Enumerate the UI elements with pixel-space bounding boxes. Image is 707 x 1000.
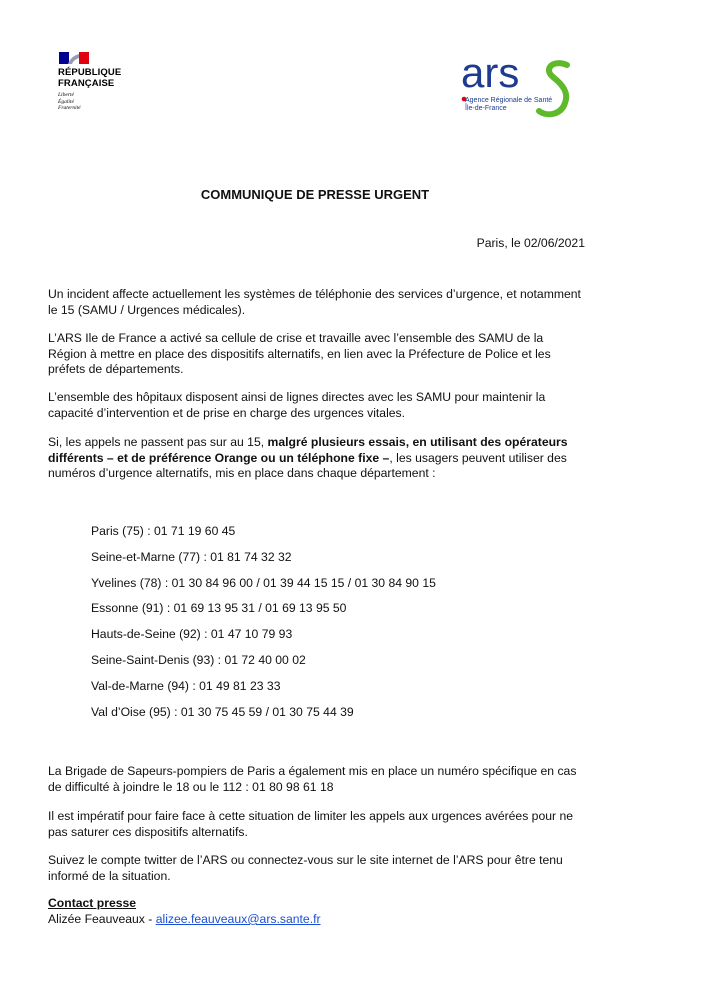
p4-end: , les usagers peuvent utiliser des numéros d’urgence alternatifs, mis en place dans chaque département :: [48, 450, 567, 481]
paragraph-alternative-numbers: [48, 435, 583, 482]
ars-subtitle-agency: Agence Régionale de Santé: [465, 97, 553, 104]
list-item: Val d’Oise (95) : 01 30 75 45 59 / 01 30 75 44 39: [91, 704, 354, 719]
rf-name-line2: FRANÇAISE: [58, 77, 115, 89]
list-item: Hauts-de-Seine (92) : 01 47 10 79 93: [91, 627, 293, 642]
paragraph-pompiers: La Brigade de Sapeurs-pompiers de Paris a également mis en place un numéro spécifique en cas de difficulté à joindre le 18 ou le 112 : 01 80 98 61 18: [48, 764, 577, 794]
marianne-flag-icon: [59, 52, 89, 64]
p4-bold: malgré plusieurs essais, en utilisant des opérateurs différents – et de préférence Orange ou un téléphone fixe –: [48, 435, 568, 465]
contact-email-link[interactable]: alizee.feauveaux@ars.sante.fr: [155, 912, 321, 926]
department-numbers-list: [91, 522, 436, 728]
paragraph-limit-calls: Il est impératif pour faire face à cette situation de limiter les appels aux urgences avérées pour ne pas saturer ces dispositifs alternatifs.: [48, 809, 574, 839]
list-item: Val-de-Marne (94) : 01 49 81 23 33: [91, 678, 281, 693]
republique-francaise-logo: [58, 52, 148, 112]
rf-motto-liberte: Liberté: [58, 92, 74, 98]
list-item: Seine-et-Marne (77) : 01 81 74 32 32: [91, 549, 292, 564]
list-item: Paris (75) : 01 71 19 60 45: [91, 524, 236, 538]
rf-name-line1: RÉPUBLIQUE: [58, 67, 122, 78]
paragraph-incident: Un incident affecte actuellement les systèmes de téléphonie des services d’urgence, et notamment le 15 (SAMU / Urgences médicales).: [48, 287, 581, 317]
rf-motto-egalite: Égalité: [58, 98, 74, 105]
list-item: Seine-Saint-Denis (93) : 01 72 40 00 02: [91, 652, 306, 667]
p4-start: Si, les appels ne passent pas sur au 15,: [48, 435, 268, 449]
ars-subtitle-region: Île-de-France: [465, 105, 507, 112]
rf-name: [58, 68, 148, 89]
contact-line: [48, 912, 321, 926]
list-item: Yvelines (78) : 01 30 84 96 00 / 01 39 44 15 15 / 01 30 84 90 15: [91, 575, 436, 590]
paragraph-follow-ars: Suivez le compte twitter de l’ARS ou connectez-vous sur le site internet de l’ARS pour être tenu informé de la situation.: [48, 853, 563, 883]
rf-motto-fraternite: Fraternité: [58, 105, 81, 111]
rf-motto: [58, 92, 148, 112]
press-release-date: Paris, le 02/06/2021: [476, 236, 585, 250]
paragraph-hospitals: L’ensemble des hôpitaux disposent ainsi de lignes directes avec les SAMU pour maintenir la capacité d’intervention et de prise en charge des urgences vitales.: [48, 390, 546, 420]
press-release-title: COMMUNIQUE DE PRESSE URGENT: [200, 187, 430, 202]
list-item: Essonne (91) : 01 69 13 95 31 / 01 69 13 95 50: [91, 601, 347, 616]
contact-title: Contact presse: [48, 896, 137, 910]
paragraph-crisis-cell: L’ARS Ile de France a activé sa cellule de crise et travaille avec l’ensemble des SAMU de la Région à mettre en place des dispositifs alternatifs, en lien avec la Préfecture de Police et les préfets de départements.: [48, 331, 551, 377]
ars-wordmark-graphic: [455, 55, 585, 125]
ars-wordmark: ars: [461, 55, 520, 96]
ars-logo: [455, 55, 585, 135]
contact-name: Alizée Feauveaux -: [48, 912, 156, 926]
